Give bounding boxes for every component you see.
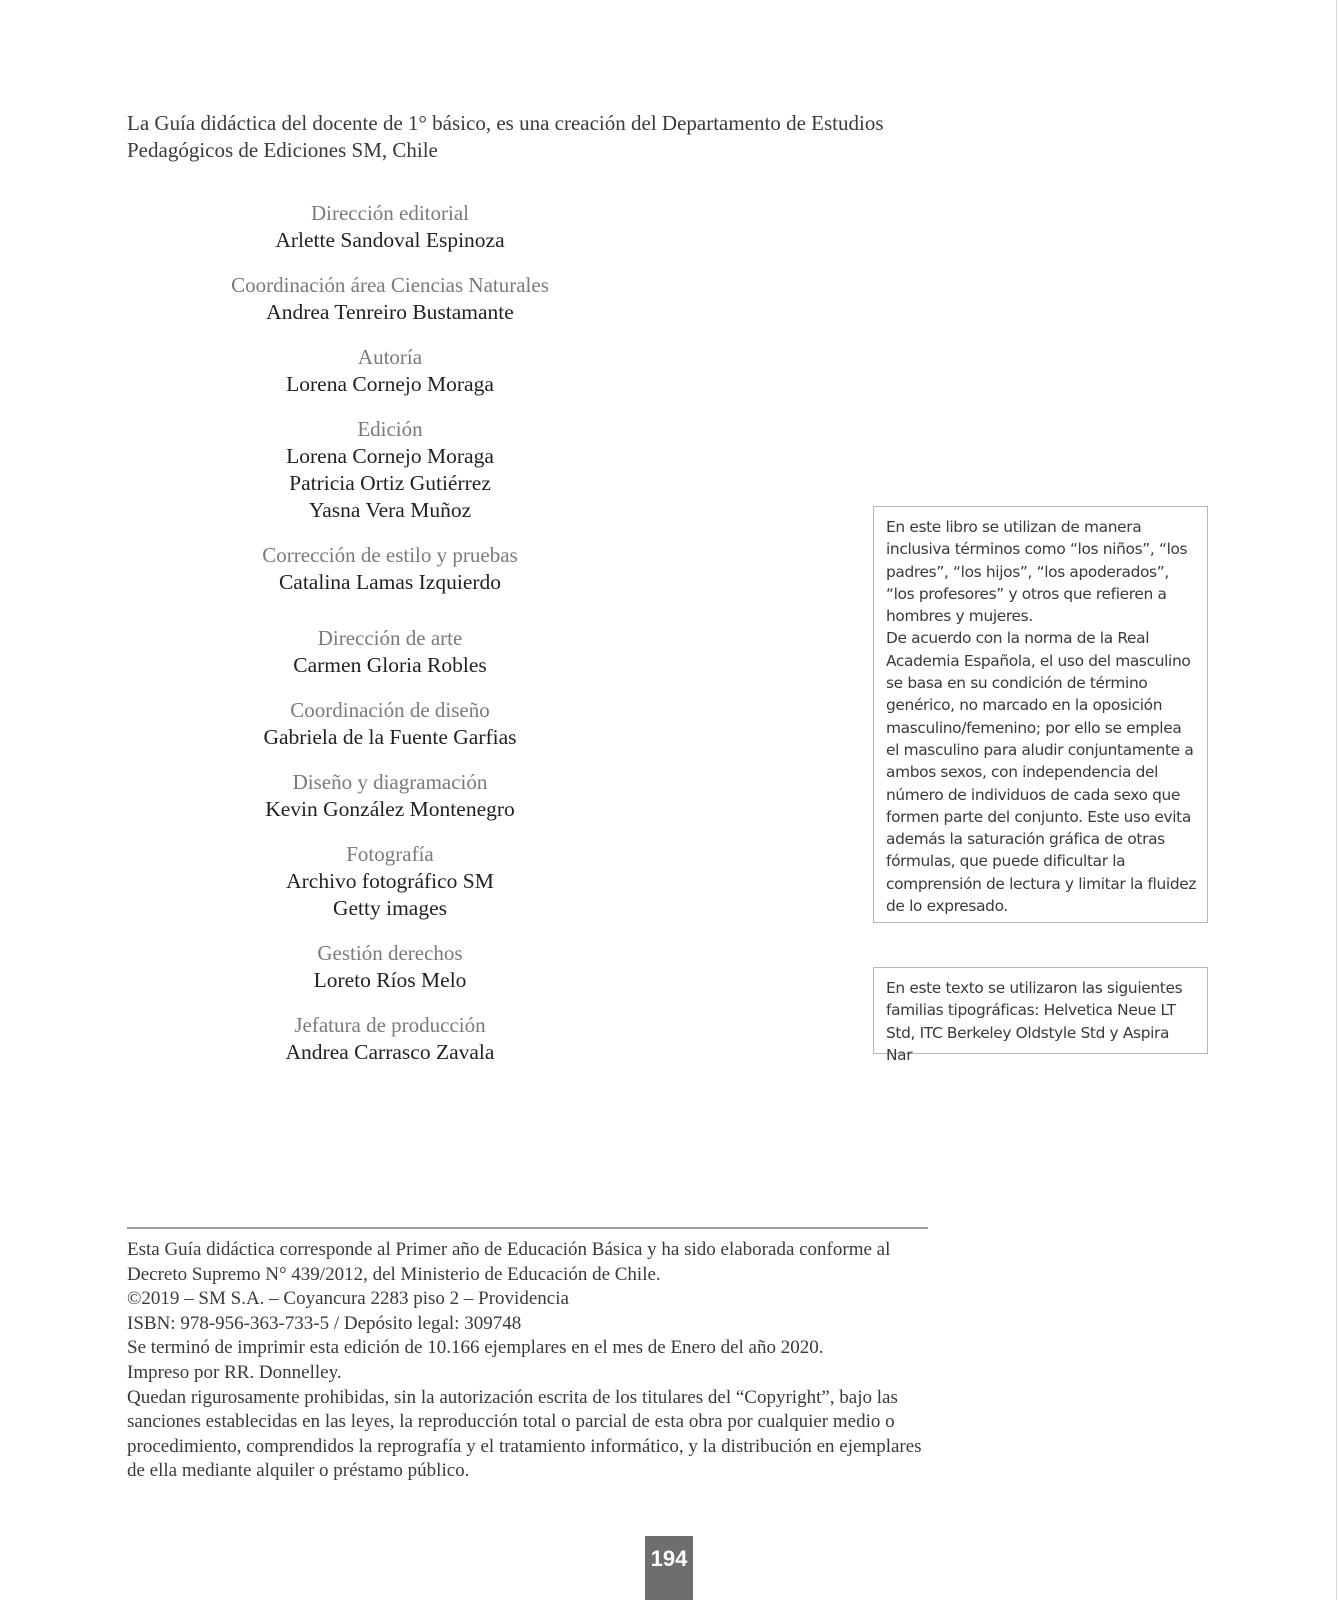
credit-role: Gestión derechos (317, 941, 463, 965)
credit-name: Loreto Ríos Melo (313, 968, 467, 992)
credit-name: Arlette Sandoval Espinoza (275, 228, 505, 252)
footer-line: Quedan rigurosamente prohibidas, sin la autorización escrita de los titulares del “Copyright”, bajo las sanciones establecidas en las leyes, la reproducción total o parcial de esta obra por cualquier medio o procedimiento, comprendidos la reprografía y el tratamiento informático, y la distribución en ejemplares de ella mediante alquiler o préstamo público. (127, 1386, 922, 1482)
credit-rights-management (190, 940, 590, 994)
inclusive-language-note (873, 506, 1208, 923)
credit-name: Carmen Gloria Robles (293, 653, 487, 677)
credit-photography (190, 841, 590, 922)
credit-role: Coordinación área Ciencias Naturales (231, 273, 549, 297)
footer-divider (127, 1227, 928, 1229)
footer-line: ©2019 – SM S.A. – Coyancura 2283 piso 2 – Providencia (127, 1288, 569, 1310)
credit-production-head (190, 1012, 590, 1066)
credit-role: Fotografía (346, 842, 434, 866)
credit-editing (190, 416, 590, 524)
note-paragraph: En este texto se utilizaron las siguientes familias tipográficas: Helvetica Neue LT Std, ITC Berkeley Oldstyle Std y Aspira Nar (886, 979, 1183, 1064)
footer-line: Impreso por RR. Donnelley. (127, 1361, 342, 1383)
credit-design-coordination (190, 697, 590, 751)
credit-art-direction (190, 625, 590, 679)
credit-area-coordination (190, 272, 590, 326)
page-number: 194 (645, 1536, 693, 1600)
page-edge-rule (1336, 0, 1337, 1600)
typography-note (873, 967, 1208, 1064)
credit-name: Gabriela de la Fuente Garfias (263, 725, 517, 749)
credit-proofreading (190, 542, 590, 596)
credit-role: Autoría (357, 345, 423, 369)
intro-text: La Guía didáctica del docente de 1° básico, es una creación del Departamento de Estudios Pedagógicos de Ediciones SM, Chile (127, 111, 884, 162)
credit-name: Catalina Lamas Izquierdo (278, 570, 502, 594)
credit-name: Getty images (332, 896, 448, 920)
footer-line: Esta Guía didáctica corresponde al Primer año de Educación Básica y ha sido elaborada conforme al Decreto Supremo N° 439/2012, del Ministerio de Educación de Chile. (127, 1239, 891, 1285)
credit-name: Andrea Tenreiro Bustamante (266, 300, 514, 324)
credit-authorship (190, 344, 590, 398)
credit-name: Lorena Cornejo Moraga (286, 372, 494, 396)
credit-name: Kevin González Montenegro (265, 797, 515, 821)
credit-role: Edición (357, 417, 423, 441)
note-paragraph: En este libro se utilizan de manera inclusiva términos como “los niños”, “los padres”, “los hijos”, “los apoderados”, “los profesores” y otros que refieren a hombres y mujeres. (886, 518, 1188, 626)
credit-role: Dirección de arte (317, 626, 463, 650)
credit-name: Lorena Cornejo Moraga (286, 444, 494, 468)
credit-role: Diseño y diagramación (292, 770, 488, 794)
credit-role: Dirección editorial (310, 201, 469, 225)
credit-name: Andrea Carrasco Zavala (285, 1040, 495, 1064)
credit-name: Yasna Vera Muñoz (308, 498, 472, 522)
credit-name: Archivo fotográfico SM (286, 869, 494, 893)
credits-list (190, 200, 590, 1084)
credit-role: Corrección de estilo y pruebas (262, 543, 518, 567)
legal-footer (127, 1238, 927, 1484)
credit-role: Jefatura de producción (294, 1013, 486, 1037)
footer-line: ISBN: 978-956-363-733-5 / Depósito legal: 309748 (127, 1312, 522, 1334)
footer-line: Se terminó de imprimir esta edición de 10.166 ejemplares en el mes de Enero del año 2020. (127, 1337, 824, 1359)
credit-name: Patricia Ortiz Gutiérrez (289, 471, 491, 495)
note-paragraph: De acuerdo con la norma de la Real Academia Española, el uso del masculino se basa en su condición de término genérico, no marcado en la oposición masculino/femenino; por ello se emplea el masculino para aludir conjuntamente a ambos sexos, con independencia del número de individuos de cada sexo que formen parte del conjunto. Este uso evita además la saturación gráfica de otras fórmulas, que puede dificultar la comprensión de lectura y limitar la fluidez de lo expresado. (886, 629, 1197, 916)
credit-role: Coordinación de diseño (290, 698, 490, 722)
credit-layout (190, 769, 590, 823)
credit-editorial-direction (190, 200, 590, 254)
